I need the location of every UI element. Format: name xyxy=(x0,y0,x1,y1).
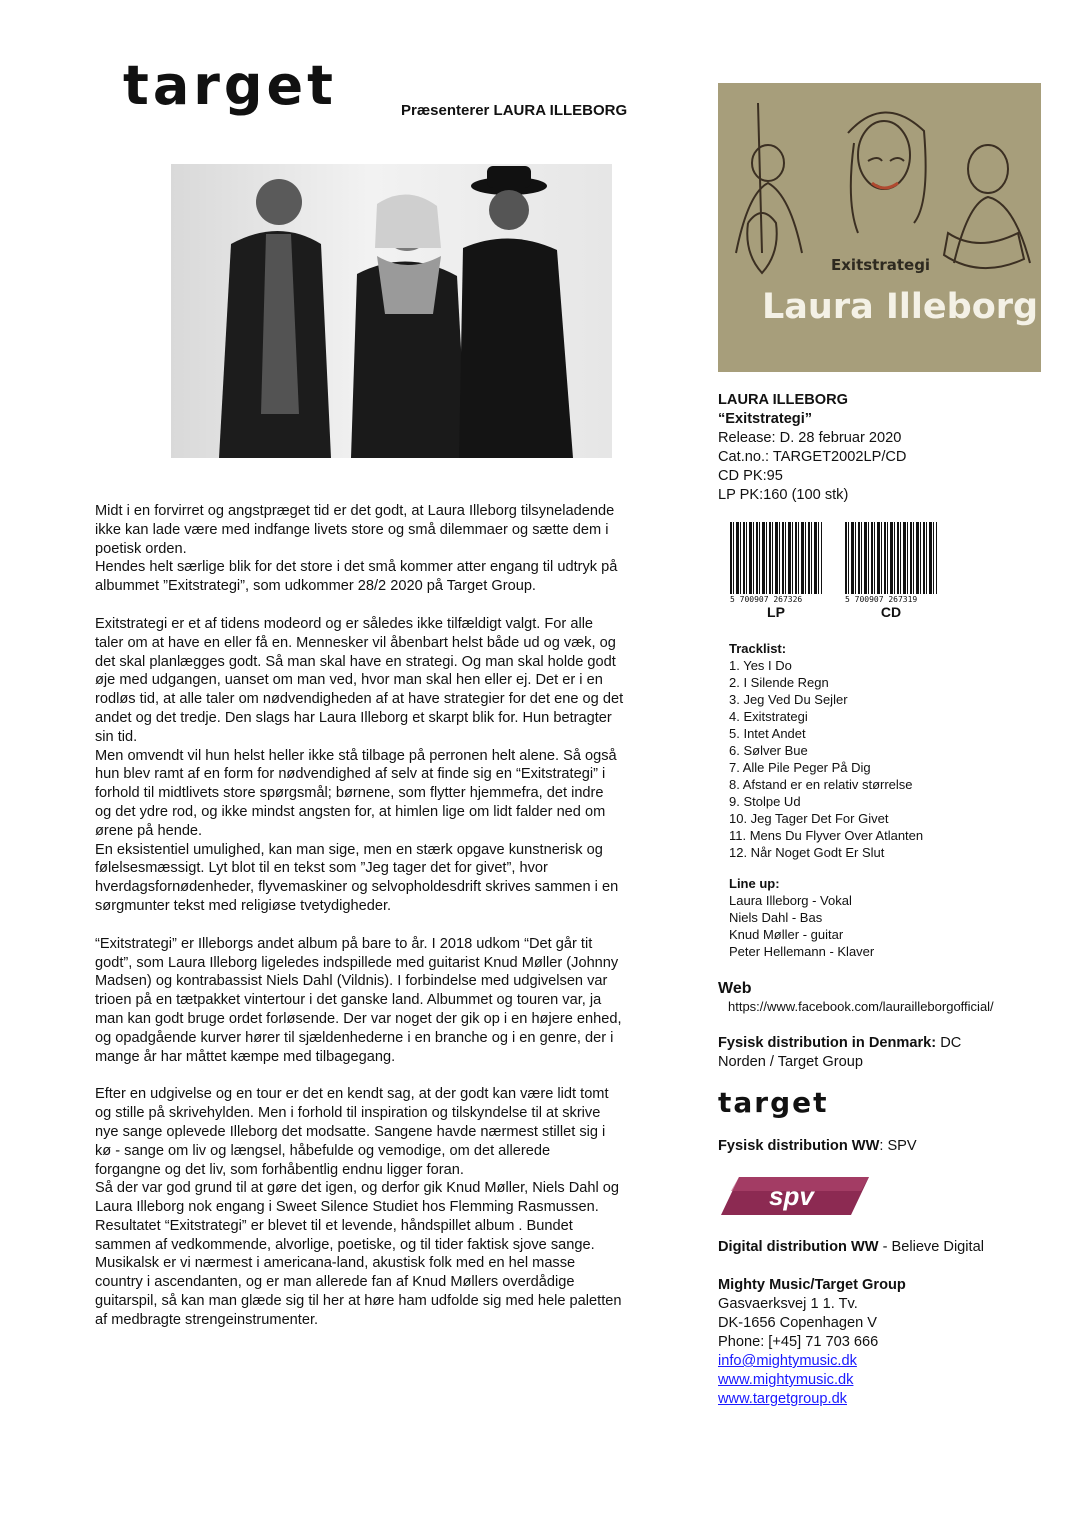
text-line: Laura Illeborg nok engang i Sweet Silence Studiet hos Flemming Rasmussen. xyxy=(95,1199,599,1216)
contact-company: Mighty Music/Target Group xyxy=(718,1277,906,1293)
text-line: og det ydre rod, og ikke mindst angsten for, at himlen lige om lidt falder ned om xyxy=(95,803,606,820)
text-line: Hendes helt særlige blik for det store i det små kommer atter engang til udtryk på xyxy=(95,559,618,576)
text-line: Men omvendt vil hun helst heller ikke stå tilbage på perronen helt alene. Så også xyxy=(95,747,617,764)
paragraph-3 xyxy=(95,935,700,1067)
contact-address-2: DK-1656 Copenhagen V xyxy=(718,1315,878,1331)
text-line: rodløs tid, at alle taler om nødvendigheden af at have strategier for det ene og det xyxy=(95,691,624,708)
lineup-item: Niels Dahl - Bas xyxy=(729,910,823,925)
presents-heading: Præsenterer LAURA ILLEBORG xyxy=(401,102,628,119)
distribution-dk-value-2: Norden / Target Group xyxy=(718,1054,863,1070)
text-line: sammen af vedkommende, alvorlige, poetiske, og til tider faktisk sjove sange. xyxy=(95,1236,595,1253)
cover-illustration xyxy=(718,83,1041,372)
paragraph-2 xyxy=(95,615,700,916)
text-line: af medbragte strengeinstrumenter. xyxy=(95,1311,319,1328)
text-line: Midt i en forvirret og angstpræget tid er det godt, at Laura Illeborg tilsyneladende xyxy=(95,503,615,519)
lineup-item: Laura Illeborg - Vokal xyxy=(729,893,852,908)
target-logo-small: target xyxy=(718,1086,829,1119)
release-catno: Cat.no.: TARGET2002LP/CD xyxy=(718,449,907,465)
barcode-lp-bars xyxy=(730,522,822,594)
text-line: følelsesmæssigt. Lyt blot til en tekst som ”Jeg tager det for givet”, hvor xyxy=(95,860,548,877)
spv-logo-text: spv xyxy=(769,1181,814,1211)
web-url[interactable]: https://www.facebook.com/laurailleborgofficial/ xyxy=(728,999,994,1014)
tracklist xyxy=(729,640,1069,861)
text-line: og stille på skrivehylden. Men i forhold til inspiration og tilskyndelse til at skrive xyxy=(95,1105,601,1122)
barcode-lp-label: LP xyxy=(767,604,785,620)
text-line: Resultatet “Exitstrategi” er blevet til et levende, håndspillet album . Bundet xyxy=(95,1217,573,1234)
text-line: andet og det tredje. Den slags har Laura Illeborg et skarpt blik for. Hun betragter xyxy=(95,709,612,726)
text-line: ørene på hende. xyxy=(95,822,203,839)
track-item: 1. Yes I Do xyxy=(729,658,792,673)
distribution-digital-value: - Believe Digital xyxy=(878,1239,984,1255)
text-line: man kan godt bruge ordet forløsende. Der var noget der gik op i en højere enhed, xyxy=(95,1010,622,1027)
lineup-heading: Line up: xyxy=(729,876,780,891)
text-line: Efter en udgivelse og en tour er det en kendt sag, at der godt kan være lidt tomt xyxy=(95,1086,609,1103)
text-line: godt”, som Laura Illeborg ligeledes indspillede med guitarist Knud Møller (Johnny xyxy=(95,954,619,971)
band-photo xyxy=(171,164,612,458)
article-body xyxy=(95,502,700,1349)
distribution-ww xyxy=(718,1137,1058,1156)
text-line: ikke kan lade være med indfange livets store og små dilemmaer og sætte dem i xyxy=(95,521,609,538)
track-item: 11. Mens Du Flyver Over Atlanten xyxy=(729,828,924,843)
spv-logo xyxy=(721,1177,869,1215)
track-item: 10. Jeg Tager Det For Givet xyxy=(729,811,889,826)
release-title: “Exitstrategi” xyxy=(718,411,813,427)
release-date: Release: D. 28 februar 2020 xyxy=(718,430,902,446)
distribution-dk xyxy=(718,1034,1058,1072)
target-logo: target xyxy=(123,54,337,117)
release-artist: LAURA ILLEBORG xyxy=(718,392,848,408)
text-line: taler om at have en eller få en. Mennesker vil åbenbart helst både ud og væk, og xyxy=(95,634,616,651)
lineup-item: Peter Hellemann - Klaver xyxy=(729,944,875,959)
contact-web-link-2[interactable]: www.targetgroup.dk xyxy=(718,1391,847,1407)
text-line: “Exitstrategi” er Illeborgs andet album på bare to år. I 2018 udkom “Det går tit xyxy=(95,935,593,952)
contact-email-link[interactable]: info@mightymusic.dk xyxy=(718,1353,857,1369)
band-photo-figures xyxy=(171,164,612,458)
text-line: øje med udgangen, uanset om man ved, hvor man skal hen eller ej. Det er i en xyxy=(95,672,603,689)
text-line: forhold til midtlivets store spørgsmål; børnene, som flytter hjemmefra, det indre xyxy=(95,785,604,802)
barcode-cd-digits: 5 700907 267319 xyxy=(845,595,918,604)
distribution-dk-value-1: DC xyxy=(936,1035,962,1051)
track-item: 4. Exitstrategi xyxy=(729,709,808,724)
track-item: 7. Alle Pile Peger På Dig xyxy=(729,760,871,775)
paragraph-1 xyxy=(95,502,700,596)
barcode-cd-label: CD xyxy=(880,604,902,620)
contact xyxy=(718,1276,1058,1409)
release-cd-pk: CD PK:95 xyxy=(718,468,783,484)
track-item: 2. I Silende Regn xyxy=(729,675,829,690)
lineup-item: Knud Møller - guitar xyxy=(729,927,844,942)
album-cover xyxy=(718,83,1041,372)
contact-address-1: Gasvaerksvej 1 1. Tv. xyxy=(718,1296,858,1312)
release-lp-pk: LP PK:160 (100 stk) xyxy=(718,487,849,503)
text-line: En eksistentiel umulighed, kan man sige, men en stærk opgave kunstnerisk og xyxy=(95,841,603,858)
track-item: 3. Jeg Ved Du Sejler xyxy=(729,692,848,707)
text-line: Exitstrategi er et af tidens modeord og er således ikke tilfældigt valgt. For alle xyxy=(95,615,594,632)
text-line: poetisk orden. xyxy=(95,540,187,557)
text-line: og opadgående kurver hører til sjældenhederne i en branche og i en genre, der i xyxy=(95,1029,614,1046)
cover-subtitle: Exitstrategi xyxy=(831,256,931,274)
text-line: nye sange oplevede Illeborg det modsatte. Sangene havde nærmest stillet sig i xyxy=(95,1123,606,1140)
track-item: 9. Stolpe Ud xyxy=(729,794,801,809)
paragraph-4 xyxy=(95,1085,700,1329)
distribution-digital xyxy=(718,1238,1068,1257)
text-line: Så der var god grund til at gøre det igen, og derfor gik Knud Møller, Niels Dahl og xyxy=(95,1180,620,1197)
text-line: hun blev ramt af en form for nødvendighed af selv at finde sig en “Exitstrategi” i xyxy=(95,766,606,783)
barcode-lp-digits: 5 700907 267326 xyxy=(730,595,803,604)
text-line: albummet ”Exitstrategi”, som udkommer 28/2 2020 på Target Group. xyxy=(95,578,536,595)
track-item: 6. Sølver Bue xyxy=(729,743,808,758)
barcode-cd-bars xyxy=(845,522,937,594)
release-info xyxy=(718,391,1058,505)
distribution-ww-label: Fysisk distribution WW xyxy=(718,1138,880,1154)
web-heading: Web xyxy=(718,980,752,997)
barcode-lp xyxy=(730,522,830,620)
contact-phone: Phone: [+45] 71 703 666 xyxy=(718,1334,879,1350)
text-line: Musikalsk er vi nærmest i americana-land, akustisk folk med en hel masse xyxy=(95,1255,576,1272)
track-item: 5. Intet Andet xyxy=(729,726,806,741)
text-line: mange år har måttet kæmpe med tilbagegang. xyxy=(95,1048,396,1065)
track-item: 8. Afstand er en relativ størrelse xyxy=(729,777,913,792)
text-line: sin tid. xyxy=(95,728,138,745)
text-line: Madsen) og kontrabassist Niels Dahl (Vildnis). I forbindelse med udgivelsen var xyxy=(95,973,608,990)
tracklist-heading: Tracklist: xyxy=(729,641,787,656)
text-line: sørgmunter tekst med religiøse tvetydigheder. xyxy=(95,897,392,914)
cover-artist: Laura Illeborg xyxy=(762,287,1039,327)
text-line: det skal planlægges godt. Så man skal have en strategi. Og man skal holde godt xyxy=(95,653,616,670)
text-line: country i ascendanten, og er man allerede fan af Knud Møllers overdådige xyxy=(95,1274,575,1291)
barcode-cd xyxy=(845,522,945,620)
text-line: forgangne og det liv, som forhåbentlig endnu ligger foran. xyxy=(95,1161,464,1178)
track-item: 12. Når Noget Godt Er Slut xyxy=(729,845,885,860)
distribution-dk-label: Fysisk distribution in Denmark: xyxy=(718,1035,937,1051)
text-line: hverdagsfornødenheder, flyvemaskiner og selvopholdesdrift skrives sammen i en xyxy=(95,879,619,896)
text-line: trioen på en tætpakket vintertour i det ganske land. Albummet og touren var, ja xyxy=(95,992,602,1009)
distribution-digital-label: Digital distribution WW xyxy=(718,1239,879,1255)
lineup xyxy=(729,875,1069,960)
distribution-ww-value: : SPV xyxy=(879,1138,917,1154)
contact-web-link-1[interactable]: www.mightymusic.dk xyxy=(718,1372,854,1388)
text-line: guitarspil, så kan man glæde sig til her at høre ham udfolde sig med hele paletten xyxy=(95,1293,622,1310)
text-line: kø - sange om liv og længsel, håbefulde og vemodige, om det allerede xyxy=(95,1142,551,1159)
